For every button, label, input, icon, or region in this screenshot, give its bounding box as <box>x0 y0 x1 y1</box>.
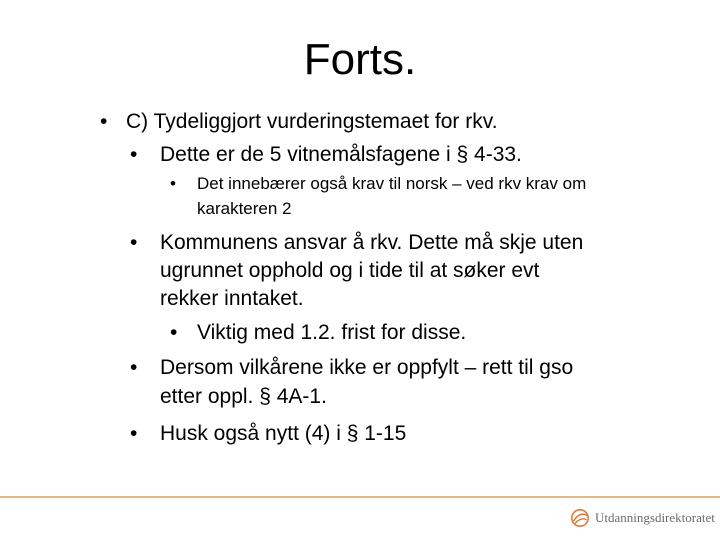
footer-divider <box>0 496 720 498</box>
udir-logo-icon <box>570 508 590 528</box>
slide-title: Forts. <box>303 35 417 84</box>
bullet-marker: • <box>130 422 138 445</box>
bullet-text-level3: karakteren 2 <box>197 199 292 218</box>
udir-logo-text: Utdanningsdirektoratet <box>595 510 715 525</box>
bullet-text-level2: Husk også nytt (4) i § 1-15 <box>160 422 407 445</box>
bullet-marker: • <box>170 174 176 193</box>
bullet-text-level2: rekker inntaket. <box>160 287 304 310</box>
bullet-text-level3: Det innebærer også krav til norsk – ved rkv krav om <box>197 174 587 193</box>
bullet-text-level2: etter oppl. § 4A-1. <box>160 385 327 408</box>
bullet-text-level3: Viktig med 1.2. frist for disse. <box>197 321 467 344</box>
bullet-marker: • <box>170 321 178 344</box>
bullet-marker: • <box>130 231 138 254</box>
bullet-text-level1: C) Tydeliggjort vurderingstemaet for rkv. <box>126 110 498 133</box>
bullet-text-level2: ugrunnet opphold og i tide til at søker evt <box>160 259 540 282</box>
bullet-marker: • <box>130 143 138 166</box>
bullet-text-level2: Dersom vilkårene ikke er oppfylt – rett til gso <box>160 356 574 379</box>
bullet-marker: • <box>130 356 138 379</box>
udir-logo <box>570 507 715 529</box>
bullet-marker: • <box>100 110 108 133</box>
bullet-text-level2: Dette er de 5 vitnemålsfagene i § 4-33. <box>160 143 522 166</box>
bullet-text-level2: Kommunens ansvar å rkv. Dette må skje uten <box>160 231 584 254</box>
